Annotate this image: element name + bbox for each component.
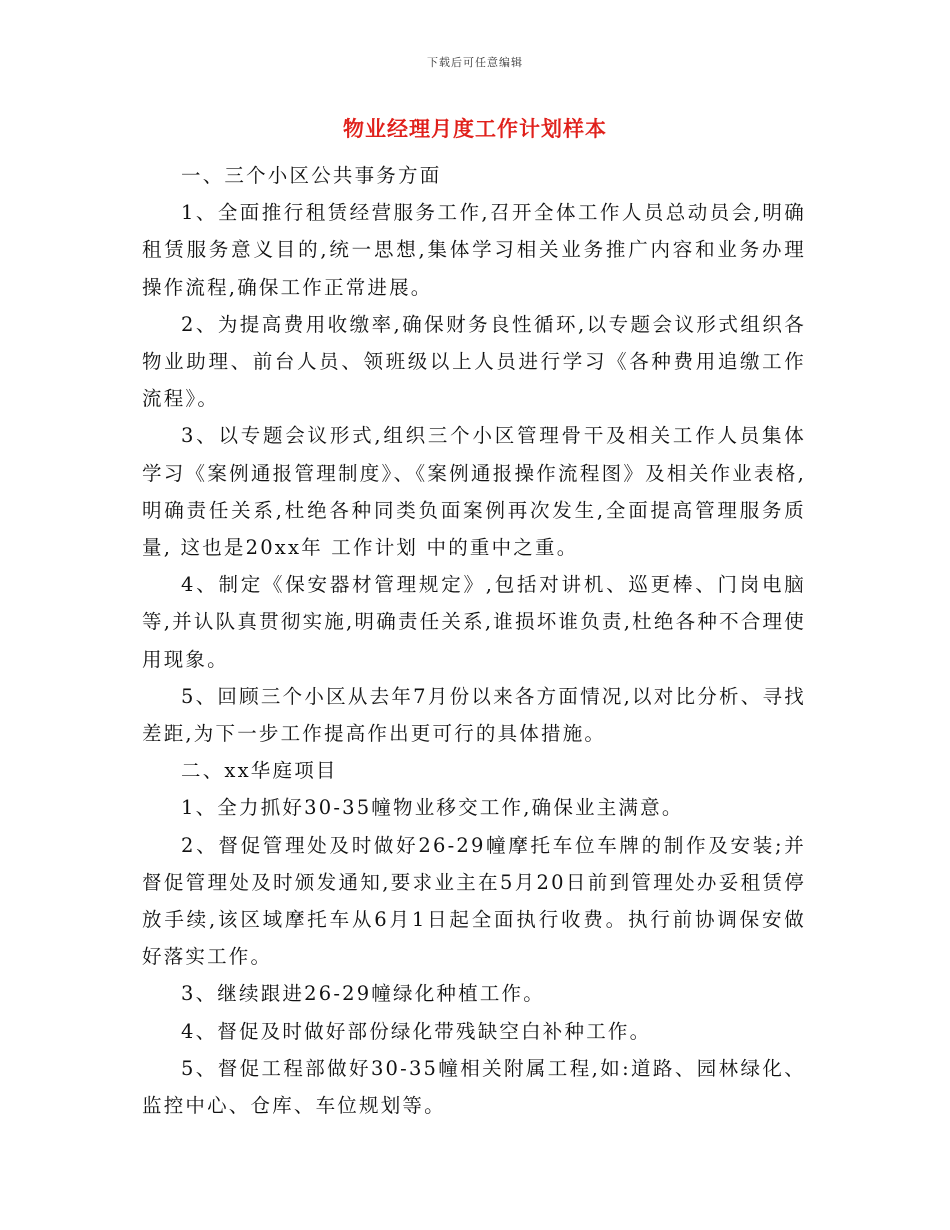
section-heading-2: 二、xx华庭项目: [181, 759, 338, 783]
paragraph-item: 3、以专题会议形式,组织三个小区管理骨干及相关工作人员集体学习《案例通报管理制度》、《案例通报操作流程图》及相关作业表格,明确责任关系,杜绝各种同类负面案例再次发生,全面提高管理服务质量, 这也是20xx年 工作计划 中的重中之重。: [142, 424, 806, 560]
paragraph-item: 4、督促及时做好部份绿化带残缺空白补种工作。: [181, 1019, 652, 1043]
paragraph-item: 3、继续跟进26-29幢绿化种植工作。: [181, 982, 545, 1006]
section-heading-1: 一、三个小区公共事务方面: [181, 164, 442, 187]
paragraph-item: 5、督促工程部做好30-35幢相关附属工程,如:道路、园林绿化、监控中心、仓库、车位规划等。: [142, 1056, 806, 1118]
download-note: 下载后可任意编辑: [427, 56, 523, 69]
document-body: [142, 157, 806, 1124]
paragraph-item: 2、督促管理处及时做好26-29幢摩托车位车牌的制作及安装;并督促管理处及时颁发通知,要求业主在5月20日前到管理处办妥租赁停放手续,该区域摩托车从6月1日起全面执行收费。执行前协调保安做好落实工作。: [142, 833, 806, 969]
paragraph-item: 1、全面推行租赁经营服务工作,召开全体工作人员总动员会,明确租赁服务意义目的,统一思想,集体学习相关业务推广内容和业务办理操作流程,确保工作正常进展。: [142, 201, 806, 299]
document-title: 物业经理月度工作计划样本: [343, 116, 607, 141]
paragraph-item: 5、回顾三个小区从去年7月份以来各方面情况,以对比分析、寻找差距,为下一步工作提高作出更可行的具体措施。: [142, 684, 806, 746]
paragraph-item: 4、制定《保安器材管理规定》,包括对讲机、巡更棒、门岗电脑等,并认队真贯彻实施,明确责任关系,谁损坏谁负责,杜绝各种不合理使用现象。: [142, 573, 806, 671]
paragraph-item: 1、全力抓好30-35幢物业移交工作,确保业主满意。: [181, 796, 684, 820]
paragraph-item: 2、为提高费用收缴率,确保财务良性循环,以专题会议形式组织各物业助理、前台人员、领班级以上人员进行学习《各种费用追缴工作流程》。: [142, 312, 806, 411]
